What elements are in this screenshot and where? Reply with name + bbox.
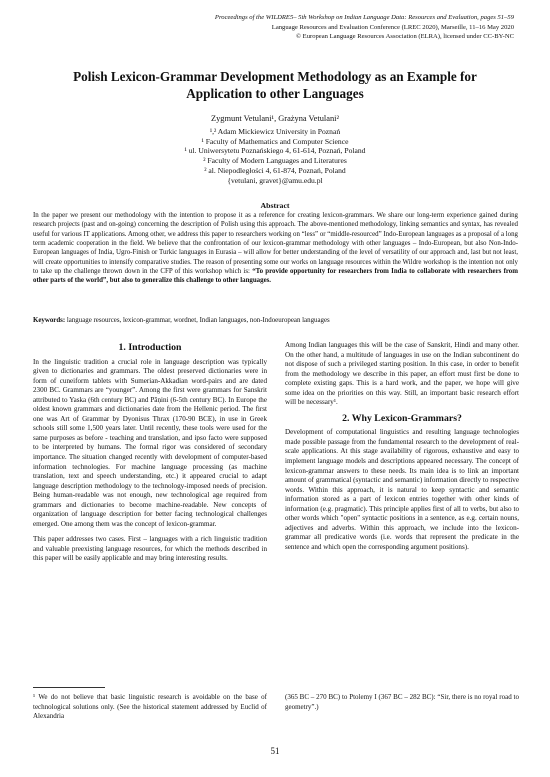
intro-paragraph-2: This paper addresses two cases. First – languages with a rich linguistic tradition and valuable preexisting language resources, for which the methods described in this paper will be easily applicable and may bring interesting results. [33, 535, 267, 563]
section-2-heading: 2. Why Lexicon-Grammars? [342, 412, 462, 424]
affiliation-line: ¹ ul. Uniwersytetu Poznańskiego 4, 61-614, Poznań, Poland [184, 146, 366, 156]
footnote-1: ¹ We do not believe that basic linguistic research is avoidable on the base of technological solutions only. (See the historical statement addressed by Euclid of Alexandria [33, 693, 267, 720]
keywords-label: Keywords: [33, 317, 66, 324]
author-list: Zygmunt Vetulani¹, Grażyna Vetulani² [211, 114, 339, 123]
page-number: 51 [270, 746, 280, 756]
affiliation-line: ¹,² Adam Mickiewicz University in Poznań [209, 127, 341, 136]
affiliation-line: ² al. Niepodległości 4, 61-874, Poznań, Poland [204, 165, 346, 175]
abstract-body: In the paper we present our methodology with the intention to propose it as a reference for creating lexicon-grammars. We share our long-term experience gained during research projects (past and on-going) concerning the description of Polish using this approach. The above-mentioned methodology, linking semantics and syntax, has revealed useful for various IT applications. Among other, we address this paper to researchers working on “less” or “middle-resourced” Indo-European languages as a proposal of a long term academic cooperation in the field. We believe that the confrontation of our lexicon-grammar methodology with other languages – Indo-European, but also Non-Indo-European languages of India, Ugro-Finish or Turkic languages in Eurasia – will allow for better understanding of the level of versatility of our approach and, last but not least, will create opportunities to intensify comparative studies. The reason of presenting some our works on language resources within the Wildre workshop is the intention not only to take up the challenge thrown down in the CFP of this workshop which is: [33, 212, 518, 276]
right-column [285, 341, 519, 558]
keywords-text: language resources, lexicon-grammar, wordnet, Indian languages, non-Indoeuropean languages [66, 317, 330, 324]
paper-title: Polish Lexicon-Grammar Development Methodology as an Example for Application to other Languages [73, 69, 477, 101]
affiliations [40, 127, 510, 185]
affiliation-line: ² Faculty of Modern Languages and Literatures [203, 156, 347, 166]
conference-header: Language Resources and Evaluation Conference (LREC 2020), Marseille, 11–16 May 2020 [271, 23, 514, 31]
affiliation-line: ¹ Faculty of Mathematics and Computer Science [201, 136, 349, 146]
proceedings-header: Proceedings of the WILDRE5– 5th Workshop on Indian Language Data: Resources and Evaluation, pages 51–59 [214, 14, 514, 21]
author-email: {vetulani, gravet}@amu.edu.pl [227, 175, 323, 185]
section-1-heading: 1. Introduction [118, 342, 182, 353]
license-header: © European Language Resources Association (ELRA), licensed under CC-BY-NC [296, 33, 514, 40]
intro-paragraph-continued: Among Indian languages this will be the case of Sanskrit, Hindi and many other. On the other hand, a multitude of languages in use on the Indian subcontinent do not dispose of such a privileged starting position. In this case, in order to benefit from the methodology we describe in this paper, an effort must first be done to complete existing gaps. This is a hard work, and the paper, we hope will give some idea on the priorities on this way. Still, an important basic research effort will be necessary¹. [285, 341, 519, 407]
intro-paragraph-1: In the linguistic tradition a crucial role in language description was typically given to dictionaries and grammars. The oldest preserved dictionaries were in form of cuneiform tablets with Sumerian-Akkadian word-pairs and are dated 2300 BC. Grammars are “younger”. Among the first were grammars for Sanskrit attributed to Yaska (6th century BC) and Pāṇini (6-5th century BC). In Europe the oldest known grammars and dictionaries date from the Hellenic period. The first one was Art of Grammar by Dyonisus Thrax (170-90 BCE), in use in Greek schools still some 1,500 years later. Until recently, these tools were used for the same purposes as before - teaching and translation, and ipso facto were supposed to be interpreted by humans. The formal rigor was considered of secondary importance. The situation changed recently with development of computer-based information technologies. For machine language processing (as machine translation, text and speech understanding, etc.) it appeared crucial to adapt language description methodology to the technology-imposed needs of precision. Being human-readable was not enough, new technological age required from grammars and dictionaries to become machine-readable. New concepts of organization of language description for better facing technological challenges emerged. One among them was the concept of lexicon-grammar. [33, 357, 267, 528]
section-2-paragraph-1: Development of computational linguistics and resulting language technologies made possible passage from the fundamental research to the development of real-scale applications. At this stage availability of rigorous, exhaustive and easy to implement language models and descriptions appeared necessary. The concept of lexicon-grammar answers to these needs. Its main idea is to link an important amount of grammatical (syntactic and semantic) information directly to respective words. Within this approach, it is natural to keep syntactic and semantic information stored as a part of lexicon entries together with other kinds of information (e.g. pragmatic). This principle applies first of all to verbs, but also to other words which "open" syntactic positions in a sentence, as e.g. certain nouns, adjectives and adverbs. Within this approach, we include into the lexicon-grammar all predicative words (i.e. words that represent the predicate in the sentence and which open the corresponding argument positions). [285, 428, 519, 551]
abstract-heading: Abstract [260, 201, 290, 210]
abstract-text [33, 211, 518, 286]
keywords [33, 317, 518, 324]
footnote-rule [33, 687, 105, 688]
footnote-1-continued: (365 BC – 270 BC) to Ptolemy I (367 BC – 282 BC): “Sir, there is no royal road to geometry”.) [285, 693, 519, 711]
abstract-bold-quote: “To provide opportunity for researchers from India to collaborate with researchers from other parts of the world”, but also to generalize this challenge to other languages. [33, 268, 518, 285]
left-column [33, 343, 267, 570]
